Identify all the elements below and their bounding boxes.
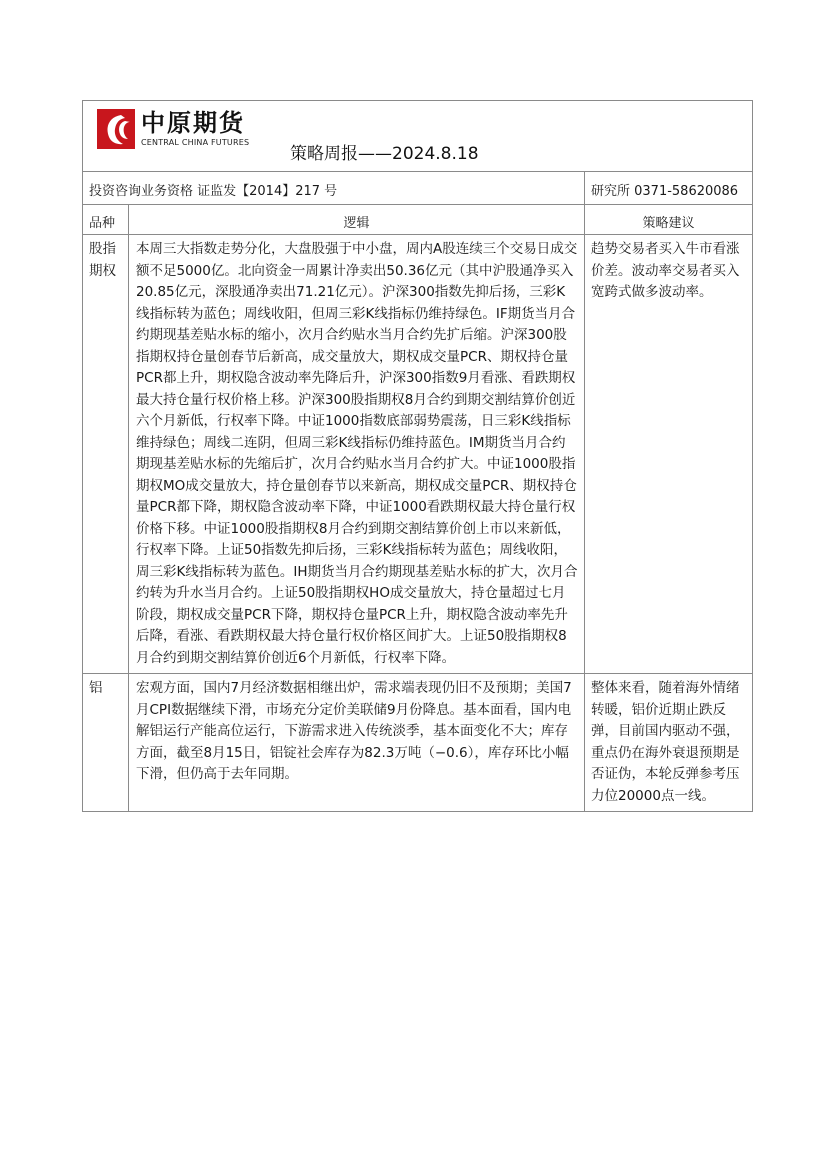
- qualification-text: 投资咨询业务资格 证监发【2014】217 号: [89, 184, 338, 199]
- column-header-advice: 策略建议: [585, 205, 753, 235]
- company-logo-icon: [97, 109, 135, 149]
- column-header-category: 品种: [83, 205, 129, 235]
- contact-cell: [585, 172, 753, 205]
- column-header-logic: 逻辑: [129, 205, 585, 235]
- row-advice: 趋势交易者买入牛市看涨价差。波动率交易者买入宽跨式做多波动率。: [585, 235, 753, 674]
- report-title: 策略周报——2024.8.18: [290, 144, 479, 164]
- logo-english-name: CENTRAL CHINA FUTURES: [141, 138, 250, 147]
- row-logic: 本周三大指数走势分化，大盘股强于中小盘，周内A股连续三个交易日成交额不足5000亿。北向资金一周累计净卖出50.36亿元（其中沪股通净买入20.85亿元，深股通净卖出71.21亿元）。沪深300指数先抑后扬，三彩K线指标转为蓝色；周线收阳，但周三彩K线指标仍维持绿色。IF期货当月合约期现基差贴水标的缩小，次月合约贴水当月合约先扩后缩。沪深300股指期权持仓量创春节后新高，成交量放大，期权成交量PCR、期权持仓量PCR都上升，期权隐含波动率先降后升，沪深300指数9月看涨、看跌期权最大持仓量行权价格上移。沪深300股指期权8月合约到期交割结算价创近六个月新低，行权率下降。中证1000指数底部弱势震荡，日三彩K线指标维持绿色；周线二连阴，但周三彩K线指标仍维持蓝色。IM期货当月合约期现基差贴水标的先缩后扩，次月合约贴水当月合约扩大。中证1000股指期权MO成交量放大，持仓量创春节以来新高，期权成交量PCR、期权持仓量PCR都下降，期权隐含波动率下降，中证1000看跌期权最大持仓量行权价格下移。中证1000股指期权8月合约到期交割结算价创上市以来新低，行权率下降。上证50指数先抑后扬，三彩K线指标转为蓝色；周线收阳，周三彩K线指标转为蓝色。IH期货当月合约期现基差贴水标的扩大，次月合约转为升水当月合约。上证50股指期权HO成交量放大，持仓量超过七月阶段，期权成交量PCR下降，期权持仓量PCR上升，期权隐含波动率先升后降，看涨、看跌期权最大持仓量行权价格区间扩大。上证50股指期权8月合约到期交割结算价创近6个月新低，行权率下降。: [129, 235, 585, 674]
- row-category: 股指期权: [83, 235, 129, 674]
- row-category: 铝: [83, 674, 129, 812]
- report-table: [82, 100, 753, 812]
- contact-text: 研究所 0371-58620086: [591, 184, 739, 199]
- table-row: [83, 235, 753, 674]
- qualification-cell: [83, 172, 585, 205]
- company-logo: [97, 109, 249, 149]
- table-row: [83, 674, 753, 812]
- report-header: [83, 101, 753, 172]
- row-advice: 整体来看，随着海外情绪转暖，铝价近期止跌反弹，目前国内驱动不强，重点仍在海外衰退预期是否证伪，本轮反弹参考压力位20000点一线。: [585, 674, 753, 812]
- logo-chinese-name: 中原期货: [141, 109, 245, 137]
- report-sheet: [82, 100, 752, 812]
- row-logic: 宏观方面，国内7月经济数据相继出炉，需求端表现仍旧不及预期；美国7月CPI数据继续下滑，市场充分定价美联储9月份降息。基本面看，国内电解铝运行产能高位运行，下游需求进入传统淡季，基本面变化不大；库存方面，截至8月15日，铝锭社会库存为82.3万吨（−0.6），库存环比小幅下滑，但仍高于去年同期。: [129, 674, 585, 812]
